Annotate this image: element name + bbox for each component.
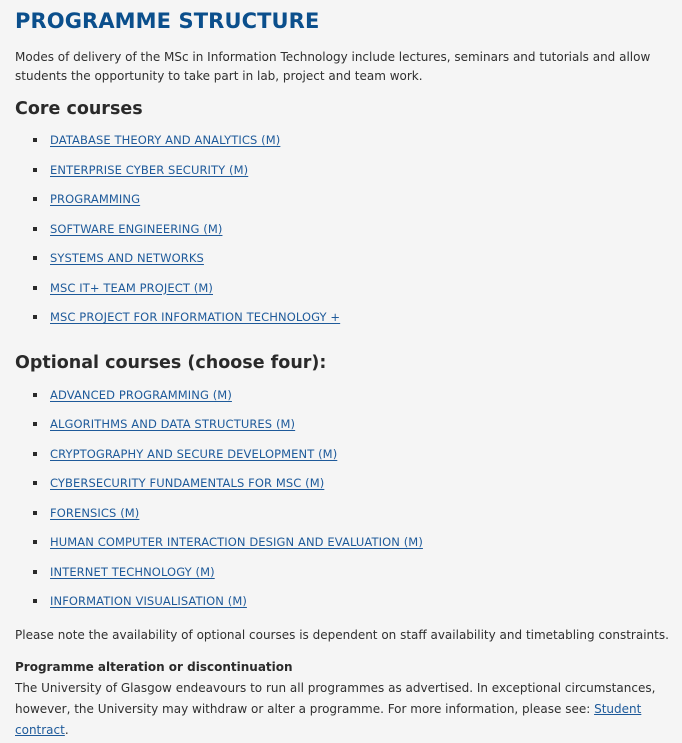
course-link-cybersecurity-fundamentals[interactable]: CYBERSECURITY FUNDAMENTALS FOR MSC (M) (50, 476, 325, 490)
list-item (15, 131, 670, 161)
course-link-msc-project-information-technology[interactable]: MSC PROJECT FOR INFORMATION TECHNOLOGY + (50, 310, 341, 324)
list-item (15, 415, 670, 445)
course-link-msc-it-team-project[interactable]: MSC IT+ TEAM PROJECT (M) (50, 280, 213, 295)
list-item (15, 161, 670, 191)
bullet-icon (33, 197, 37, 201)
course-link-hci-design-evaluation[interactable]: HUMAN COMPUTER INTERACTION DESIGN AND EVALUATION (M) (50, 535, 423, 549)
availability-note: Please note the availability of optional courses is dependent on staff availability and timetabling constraints. (15, 627, 669, 642)
alteration-end-punctuation: . (64, 722, 69, 737)
list-item (15, 592, 670, 622)
intro-paragraph: Modes of delivery of the MSc in Information Technology include lectures, seminars and tutorials and allow students the opportunity to take part in lab, project and team work. (15, 50, 651, 83)
bullet-icon (33, 599, 37, 603)
optional-courses-list (15, 386, 670, 622)
bullet-icon (33, 227, 37, 231)
course-link-forensics[interactable]: FORENSICS (M) (50, 505, 140, 520)
course-link-software-engineering[interactable]: SOFTWARE ENGINEERING (M) (50, 221, 223, 236)
bullet-icon (33, 393, 37, 397)
student-contract-link[interactable]: Student contract (15, 701, 642, 737)
bullet-icon (33, 540, 37, 544)
course-link-advanced-programming[interactable]: ADVANCED PROGRAMMING (M) (50, 387, 232, 402)
page-title: PROGRAMME STRUCTURE (15, 9, 320, 33)
optional-courses-heading: Optional courses (choose four): (15, 352, 327, 373)
list-item (15, 563, 670, 593)
list-item (15, 220, 670, 250)
list-item (15, 190, 670, 220)
list-item (15, 308, 670, 338)
list-item (15, 474, 670, 504)
bullet-icon (33, 168, 37, 172)
bullet-icon (33, 138, 37, 142)
bullet-icon (33, 481, 37, 485)
core-courses-heading: Core courses (15, 99, 143, 119)
bullet-icon (33, 570, 37, 574)
alteration-text: The University of Glasgow endeavours to run all programmes as advertised. In exceptional circumstances, however, the University may withdraw or alter a programme. For more information, please see: (15, 680, 656, 716)
list-item (15, 445, 670, 475)
bullet-icon (33, 511, 37, 515)
bullet-icon (33, 286, 37, 290)
list-item (15, 533, 670, 563)
alteration-heading: Programme alteration or discontinuation (15, 659, 293, 674)
list-item (15, 249, 670, 279)
list-item (15, 386, 670, 416)
course-link-systems-and-networks[interactable]: SYSTEMS AND NETWORKS (50, 251, 204, 265)
course-link-programming[interactable]: PROGRAMMING (50, 192, 141, 206)
bullet-icon (33, 452, 37, 456)
list-item (15, 279, 670, 309)
course-link-cryptography-secure-development[interactable]: CRYPTOGRAPHY AND SECURE DEVELOPMENT (M) (50, 446, 338, 461)
course-link-enterprise-cyber-security[interactable]: ENTERPRISE CYBER SECURITY (M) (50, 162, 249, 177)
course-link-internet-technology[interactable]: INTERNET TECHNOLOGY (M) (50, 564, 215, 579)
bullet-icon (33, 315, 37, 319)
course-link-information-visualisation[interactable]: INFORMATION VISUALISATION (M) (50, 594, 247, 608)
course-link-algorithms-data-structures[interactable]: ALGORITHMS AND DATA STRUCTURES (M) (50, 417, 296, 431)
alteration-paragraph (15, 678, 670, 741)
list-item (15, 504, 670, 534)
bullet-icon (33, 422, 37, 426)
core-courses-list (15, 131, 670, 338)
bullet-icon (33, 256, 37, 260)
course-link-database-theory[interactable]: DATABASE THEORY AND ANALYTICS (M) (50, 133, 281, 147)
